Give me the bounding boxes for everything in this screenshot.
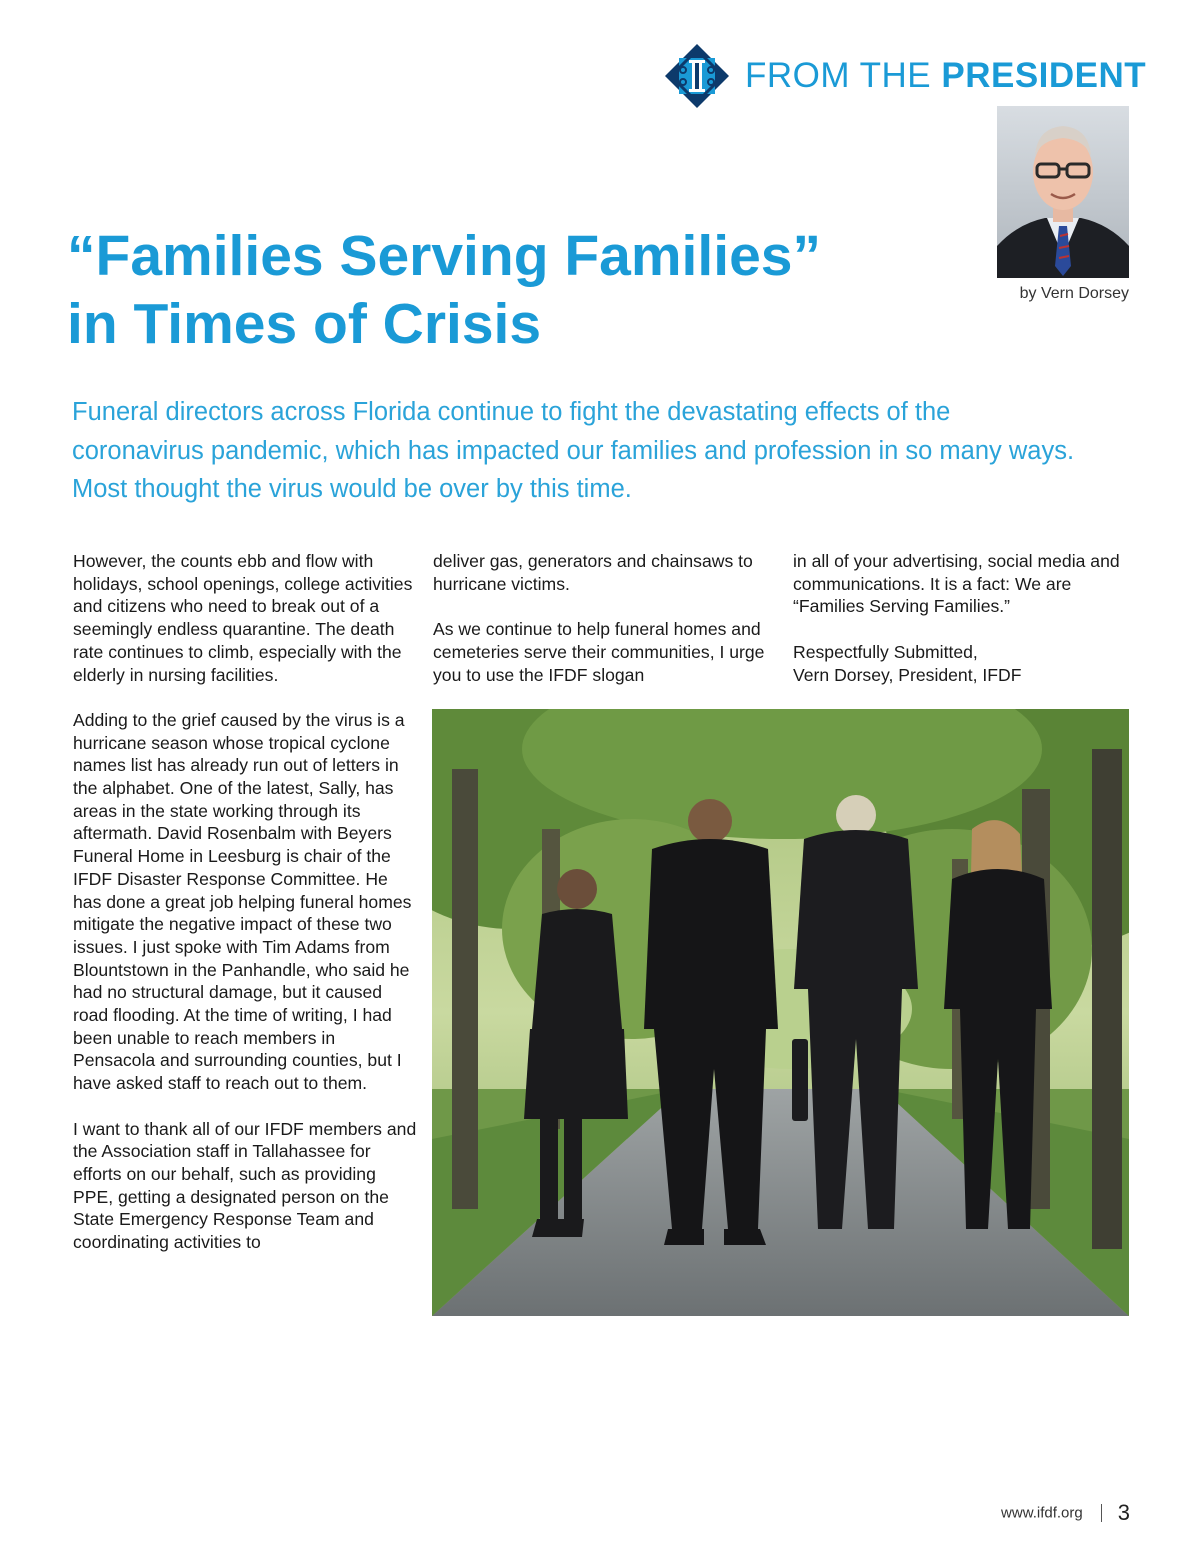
section-title-bold: PRESIDENT [941, 56, 1147, 95]
author-portrait-image [997, 106, 1129, 278]
feature-photo [432, 709, 1129, 1316]
body-column-3 [793, 550, 1138, 686]
footer-divider [1101, 1504, 1102, 1522]
page-number: 3 [1117, 1500, 1130, 1525]
signature-line-1: Respectfully Submitted, [793, 641, 978, 662]
headline-line-1: “Families Serving Families” [67, 224, 821, 288]
article-lede: Funeral directors across Florida continue to fight the devastating effects of the coronavirus pandemic, which has impacted our families and profession in so many ways. Most thought the virus would be over by this time. [72, 398, 1075, 503]
headline-line-2: in Times of Crisis [67, 292, 542, 356]
body-paragraph: in all of your advertising, social media and communications. It is a fact: We are “Families Serving Families.” [793, 551, 1120, 617]
body-column-2 [433, 550, 778, 686]
byline: by Vern Dorsey [1019, 285, 1129, 302]
body-paragraph: I want to thank all of our IFDF members and the Association staff in Tallahassee for efforts on our behalf, such as providing PPE, getting a designated person on the State Emergency Response Team and coordinating activities to [73, 1118, 417, 1253]
body-paragraph: deliver gas, generators and chainsaws to hurricane victims. [433, 551, 753, 594]
signature-line-2: Vern Dorsey, President, IFDF [793, 664, 1022, 685]
author-portrait [997, 106, 1129, 278]
section-header [665, 44, 1147, 106]
body-paragraph: Adding to the grief caused by the virus is a hurricane season whose tropical cyclone names list has already run out of letters in the alphabet. One of the latest, Sally, has areas in the state working through its aftermath. David Rosenbalm with Beyers Funeral Home in Leesburg is chair of the IFDF Disaster Response Committee. He has done a great job helping funeral homes mitigate the negative impact of these two issues. I just spoke with Tim Adams from Blountstown in the Panhandle, who said he had no structural damage, but it caused road flooding. At the time of writing, I had been unable to reach members in Pensacola and surrounding counties, but I have asked staff to reach out to them. [73, 709, 412, 1094]
body-column-1 [73, 550, 418, 1254]
section-title [745, 54, 1146, 98]
section-title-light: FROM THE [745, 56, 942, 95]
page-footer [1001, 1500, 1130, 1526]
ifdf-logo-icon [665, 44, 729, 108]
family-walking-photo [432, 709, 1129, 1316]
body-paragraph: As we continue to help funeral homes and cemeteries serve their communities, I urge you to use the IFDF slogan [433, 619, 765, 685]
signature-block [793, 641, 1138, 686]
article-headline [67, 222, 967, 358]
body-paragraph: However, the counts ebb and flow with holidays, school openings, college activities and citizens who need to break out of a seemingly endless quarantine. The death rate continues to climb, especially with the elderly in nursing facilities. [73, 551, 413, 685]
footer-url[interactable]: www.ifdf.org [1001, 1504, 1083, 1522]
